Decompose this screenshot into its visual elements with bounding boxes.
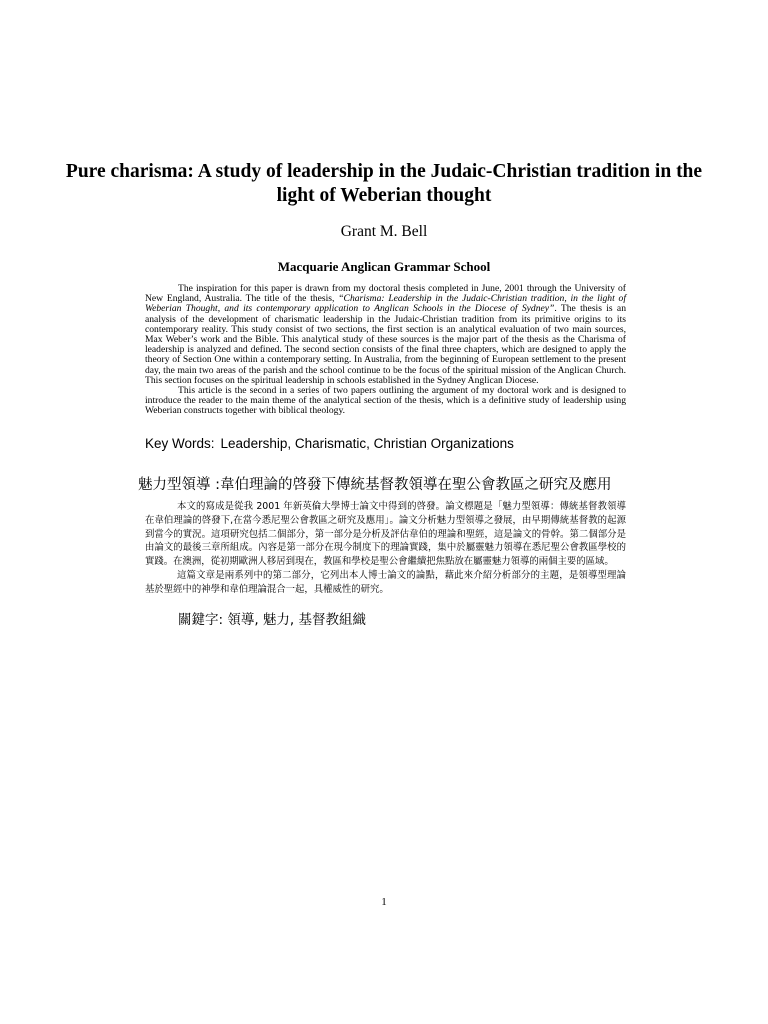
thesis-title-italic: “Charisma: Leadership in the Judaic-Christian tradition, in the light of Weberian Thought, and its contemporary application to Anglican Schools in the Diocese of Sydney” bbox=[145, 293, 626, 315]
chinese-abstract-paragraph-2: 這篇文章是兩系列中的第二部分，它列出本人博士論文的論點，藉此來介紹分析部分的主題，是領導型理論基於聖經中的神學和韋伯理論混合一起，具權威性的研究。 bbox=[145, 569, 626, 595]
author-name: Grant M. Bell bbox=[340, 223, 428, 240]
chinese-abstract bbox=[145, 500, 626, 597]
author-affiliation: Macquarie Anglican Grammar School bbox=[277, 259, 491, 274]
abstract-paragraph-2: This article is the second in a series of two papers outlining the argument of my doctoral work and is designed to introduce the reader to the main theme of the analytical section of the thesis, which is a definitive study of leadership using Weberian constructs together with biblical theology. bbox=[145, 385, 626, 417]
abstract-p1-intro: The inspiration for this paper is drawn from my doctoral thesis completed in June, 2001 through the University of New England, Australia. The title of the thesis, bbox=[145, 283, 626, 305]
chinese-keywords: 關鍵字: 領導, 魅力, 基督教組織 bbox=[178, 612, 367, 628]
keywords-label: Key Words: bbox=[145, 436, 215, 451]
chinese-abstract-paragraph-1: 本文的寫成是從我 2001 年新英倫大學博士論文中得到的啓發。論文標題是「魅力型領導：傳統基督教領導在韋伯理論的啓發下,在當今悉尼聖公會教區之研究及應用」。論文分析魅力型領導之發展，由早期傳統基督教的起源到當今的實況。這項研究包括二個部分，第一部分是分析及評估韋伯的理論和聖經，這是論文的骨幹。第二個部分是由論文的最後三章所組成。內容是第一部分在現今制度下的理論實踐，集中於屬靈魅力領導在悉尼聖公會教區學校的實踐。在澳洲，從初期歐洲人移居到現在，教區和學校是聖公會繼續把焦點放在屬靈魅力領導的兩個主要的區域。 bbox=[145, 501, 626, 568]
abstract-paragraph-1 bbox=[145, 284, 626, 386]
chinese-title: 魅力型領導 :韋伯理論的啓發下傳統基督教領導在聖公會教區之研究及應用 bbox=[138, 477, 612, 493]
paper-title: Pure charisma: A study of leadership in the Judaic-Christian tradition in the light of Weberian thought bbox=[65, 161, 703, 206]
page-number: 1 bbox=[381, 896, 387, 908]
keywords-list: Leadership, Charismatic, Christian Organizations bbox=[220, 436, 514, 451]
keywords-line bbox=[145, 436, 645, 451]
english-abstract bbox=[145, 284, 626, 417]
abstract-p1-body: . The thesis is an analysis of the development of charismatic leadership in the Judaic-Christian tradition from its primitive origins to its contemporary reality. This study consist of two sections, the first section is an analytical evaluation of two main sources, Max Weber’s work and the Bible. This analytical study of these sources is the major part of the thesis as the Charisma of leadership is analyzed and defined. The second section consists of the final three chapters, which are designed to apply the theory of Section One within a contemporary setting. In Australia, from the beginning of European settlement to the present day, the main two areas of the parish and the school continue to be the focus of the spiritual mission of the Anglican Church. This section focuses on the spiritual leadership in schools established in the Sydney Anglican Diocese. bbox=[145, 303, 626, 386]
